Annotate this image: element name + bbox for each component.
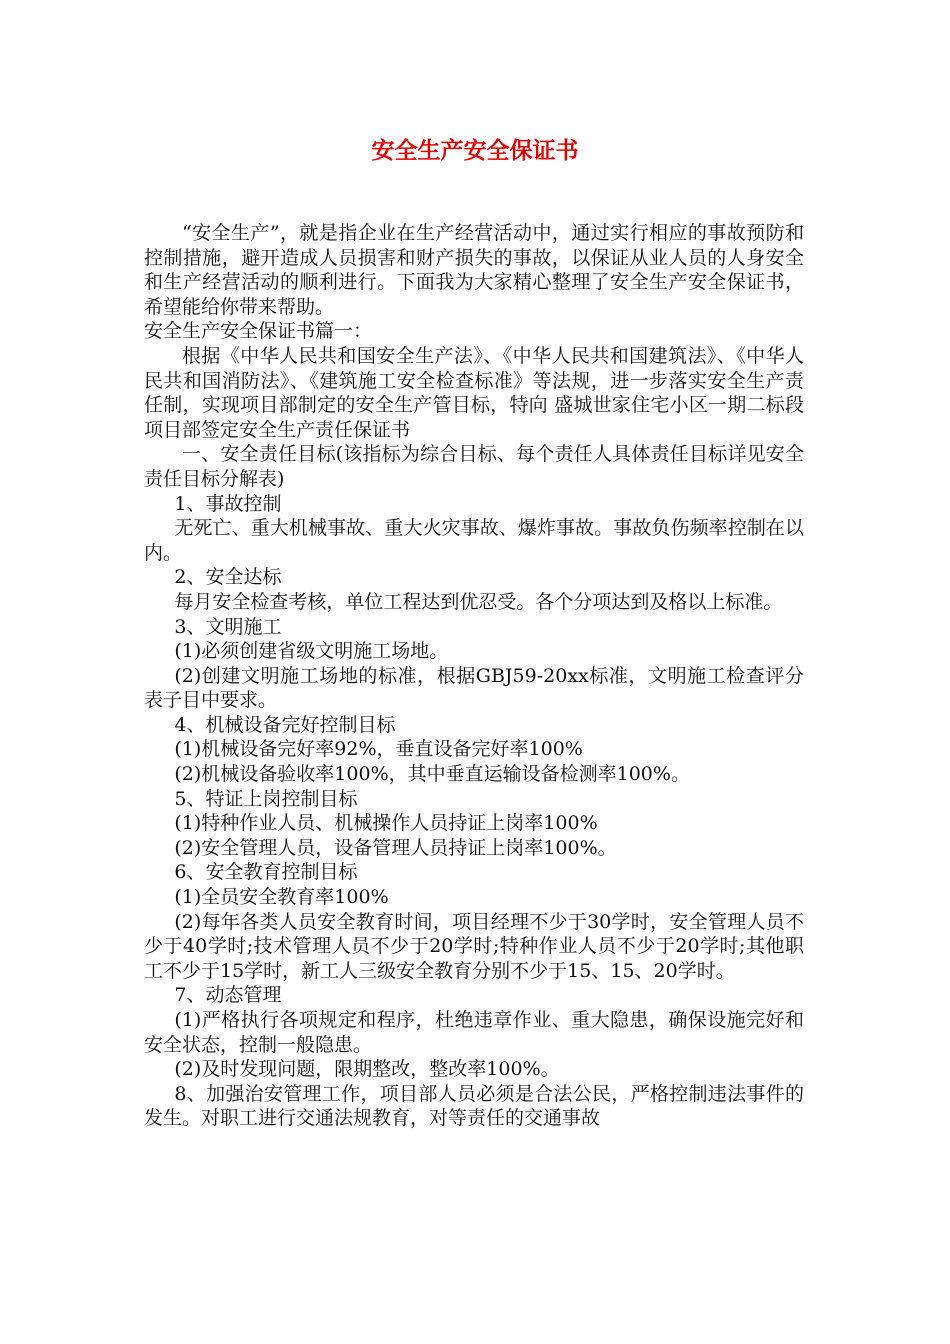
list-item: (2)安全管理人员，设备管理人员持证上岗率100%。 <box>174 836 617 859</box>
item-heading: 5、特证上岗控制目标 <box>174 787 358 810</box>
body-paragraph: 8、加强治安管理工作，项目部人员必须是合法公民，严格控制违法事件的发生。对职工进行交通法规教育，对等责任的交通事故 <box>144 1082 804 1130</box>
intro-paragraph: “安全生产”，就是指企业在生产经营活动中，通过实行相应的事故预防和控制措施，避开造成人员损害和财产损失的事故，以保证从业人员的人身安全和生产经营活动的顺利进行。下面我为大家精心整理了安全生产安全保证书，希望能给你带来帮助。 <box>144 222 804 318</box>
body-paragraph: 每月安全检查考核，单位工程达到优忍受。各个分项达到及格以上标准。 <box>174 590 783 613</box>
list-item: (2)创建文明施工场地的标准，根据GBJ59-20xx标准，文明施工检查评分表子目中要求。 <box>144 664 804 712</box>
item-heading: 4、机械设备完好控制目标 <box>174 713 396 736</box>
document-title: 安全生产安全保证书 <box>371 138 579 164</box>
list-item: (1)全员安全教育率100% <box>174 886 389 909</box>
item-heading: 3、文明施工 <box>174 615 282 638</box>
body-paragraph: 无死亡、重大机械事故、重大火灾事故、爆炸事故。事故负伤频率控制在以内。 <box>144 517 804 564</box>
body-paragraph: 根据《中华人民共和国安全生产法》、《中华人民共和国建筑法》、《中华人民共和国消防法》、《建筑施工安全检查标准》等法规，进一步落实安全生产责任制，实现项目部制定的安全生产管目标，特向 盛城世家住宅小区一期二标段 项目部签定安全生产责任保证书 <box>144 344 804 441</box>
item-heading: 7、动态管理 <box>174 984 282 1007</box>
list-item: (1)机械设备完好率92%，垂直设备完好率100% <box>174 738 583 761</box>
list-item: (1)特种作业人员、机械操作人员持证上岗率100% <box>174 812 598 835</box>
section-heading: 安全生产安全保证书篇一： <box>144 320 373 343</box>
document-body <box>144 221 804 1131</box>
list-item: (2)机械设备验收率100%，其中垂直运输设备检测率100%。 <box>174 763 690 786</box>
item-heading: 2、安全达标 <box>174 566 282 589</box>
list-item: (2)每年各类人员安全教育时间，项目经理不少于30学时，安全管理人员不少于40学时;技术管理人员不少于20学时;特种作业人员不少于20学时;其他职工不少于15学时，新工人三级安全教育分别不少于15、15、20学时。 <box>144 910 804 982</box>
item-heading: 6、安全教育控制目标 <box>174 861 358 884</box>
list-item: (2)及时发现问题，限期整改，整改率100%。 <box>174 1058 560 1081</box>
item-heading: 1、事故控制 <box>174 492 282 515</box>
body-paragraph: 一、安全责任目标(该指标为综合目标、每个责任人具体责任目标详见安全责任目标分解表) <box>144 443 804 490</box>
list-item: (1)严格执行各项规定和程序，杜绝违章作业、重大隐患，确保设施完好和安全状态，控制一般隐患。 <box>144 1009 804 1056</box>
list-item: (1)必须创建省级文明施工场地。 <box>174 640 449 663</box>
